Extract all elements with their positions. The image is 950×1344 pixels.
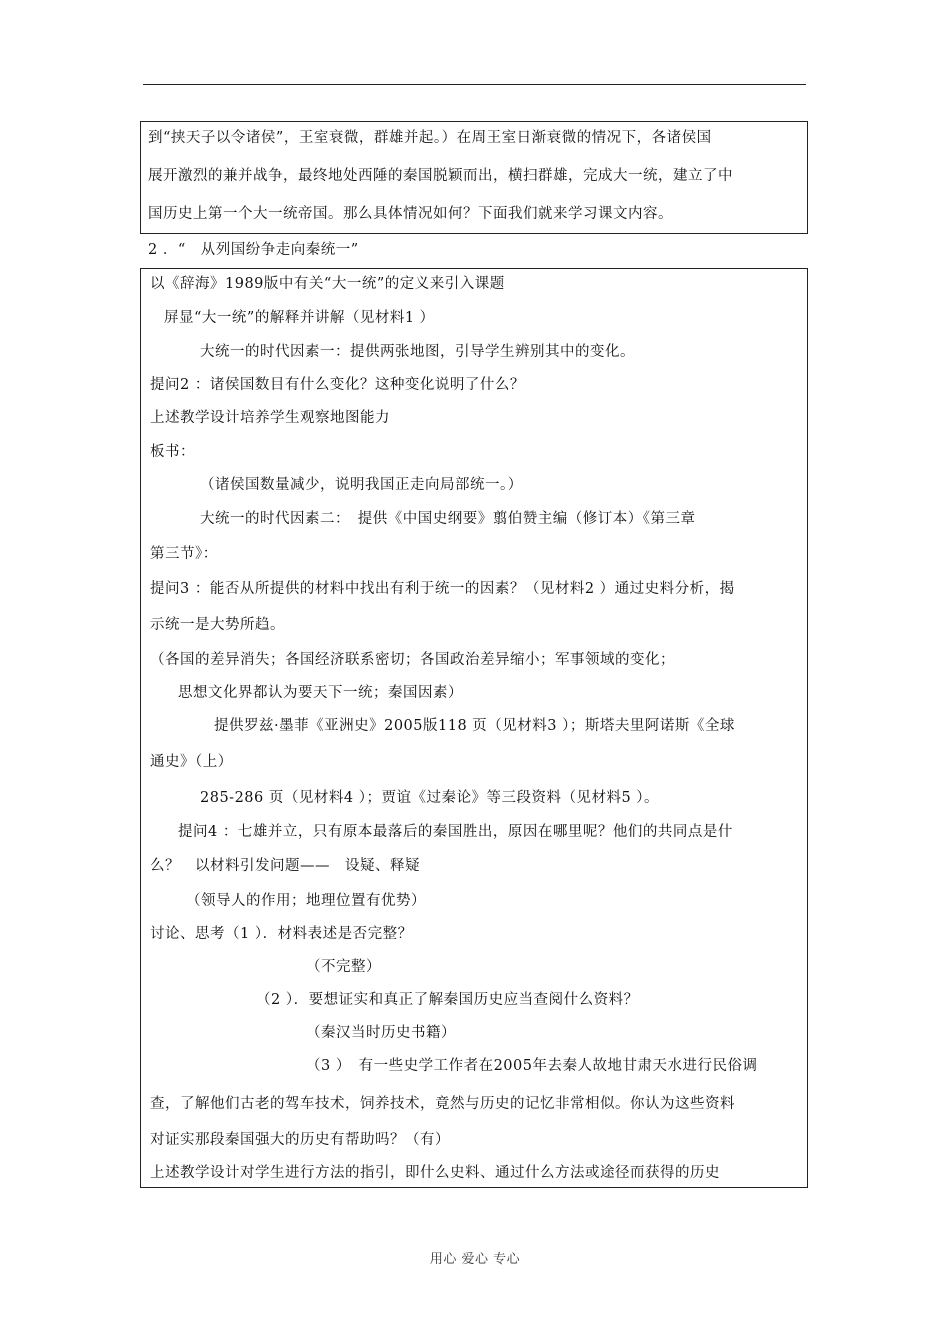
box2-line: （不完整） bbox=[306, 959, 381, 975]
box1-line-3: 国历史上第一个大一统帝国。那么具体情况如何？下面我们就来学习课文内容。 bbox=[148, 206, 673, 222]
box2-line: 查，了解他们古老的驾车技术，饲养技术，竟然与历史的记忆非常相似。你认为这些资料 bbox=[150, 1096, 735, 1112]
box2-line: （3 ） 有一些史学工作者在2005年去秦人故地甘肃天水进行民俗调 bbox=[306, 1058, 758, 1074]
box2-line: 提问3 ：能否从所提供的材料中找出有利于统一的因素？（见材料2 ）通过史料分析，揭 bbox=[150, 581, 735, 597]
box2-line: （2 ）．要想证实和真正了解秦国历史应当查阅什么资料？ bbox=[256, 992, 639, 1008]
box2-line: 第三节》： bbox=[150, 546, 218, 562]
box2-line: 提问4 ：七雄并立，只有原本最落后的秦国胜出，原因在哪里呢？他们的共同点是什 bbox=[178, 824, 733, 840]
box2-line: （秦汉当时历史书籍） bbox=[306, 1025, 456, 1041]
box2-line: 通史》（上） bbox=[150, 754, 233, 770]
page-footer: 用心 爱心 专心 bbox=[429, 1252, 521, 1267]
box2-line: 板书： bbox=[150, 444, 195, 460]
box2-line: 讨论、思考（1 ）．材料表述是否完整？ bbox=[150, 926, 413, 942]
header-rule bbox=[143, 84, 806, 85]
section-heading: 2 ．“ 从列国纷争走向秦统一” bbox=[148, 242, 359, 258]
box2-line: 思想文化界都认为要天下一统；秦国因素） bbox=[178, 685, 463, 701]
box2-line: 285-286 页（见材料4 ）；贾谊《过秦论》等三段资料（见材料5 ）。 bbox=[200, 790, 660, 806]
box2-line: 上述教学设计对学生进行方法的指引，即什么史料、通过什么方法或途径而获得的历史 bbox=[150, 1165, 720, 1181]
box2-line: 么？ 以材料引发问题—— 设疑、释疑 bbox=[150, 858, 420, 874]
box2-line: （各国的差异消失；各国经济联系密切；各国政治差异缩小；军事领域的变化； bbox=[150, 652, 675, 668]
box2-line: （领导人的作用；地理位置有优势） bbox=[186, 893, 426, 909]
box2-line: 提问2 ：诸侯国数目有什么变化？这种变化说明了什么？ bbox=[150, 377, 525, 393]
box2-line: 上述教学设计培养学生观察地图能力 bbox=[150, 410, 390, 426]
box2-line: 大统一的时代因素二： 提供《中国史纲要》翦伯赞主编（修订本）《第三章 bbox=[200, 511, 696, 527]
box2-line: 大统一的时代因素一：提供两张地图，引导学生辨别其中的变化。 bbox=[200, 344, 635, 360]
box2-line: 示统一是大势所趋。 bbox=[150, 617, 285, 633]
box2-line: 提供罗兹·墨菲《亚洲史》2005版118 页（见材料3 ）；斯塔夫里阿诺斯《全球 bbox=[214, 718, 735, 734]
box2-line: 以《辞海》1989版中有关“大一统”的定义来引入课题 bbox=[150, 276, 505, 292]
box2-line: （诸侯国数量减少，说明我国正走向局部统一。） bbox=[200, 477, 523, 493]
box1-line-1: 到“挟天子以令诸侯”，王室衰微，群雄并起。）在周王室日渐衰微的情况下，各诸侯国 bbox=[148, 130, 712, 146]
box1-line-2: 展开激烈的兼并战争，最终地处西陲的秦国脱颖而出，横扫群雄，完成大一统，建立了中 bbox=[148, 168, 733, 184]
box2-line: 对证实那段秦国强大的历史有帮助吗？（有） bbox=[150, 1132, 450, 1148]
box2-line: 屏显“大一统”的解释并讲解（见材料1 ） bbox=[164, 310, 435, 326]
